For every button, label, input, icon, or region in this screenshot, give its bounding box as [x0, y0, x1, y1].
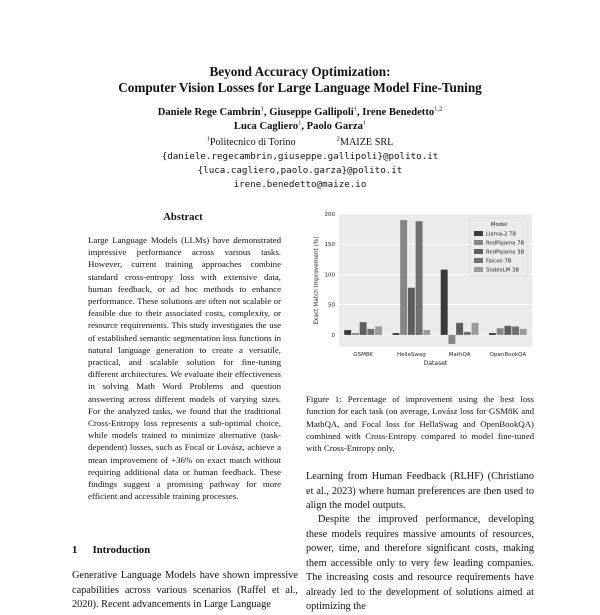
- author-affil-mark: 1: [260, 105, 264, 113]
- legend-swatch: [474, 267, 483, 272]
- affiliation: MAIZE SRL: [339, 137, 394, 148]
- x-tick-label: MathQA: [448, 352, 471, 358]
- bar: [392, 333, 399, 335]
- section-title: Introduction: [92, 545, 151, 556]
- y-tick-label: 0: [331, 332, 335, 339]
- affil-mark: 2: [336, 135, 340, 143]
- x-tick-label: HellaSwag: [396, 352, 426, 358]
- bar: [489, 333, 496, 335]
- author-affil-mark: 1,2: [434, 105, 443, 113]
- intro-text: Generative Language Models have shown impressive capabilities across various scenarios (Raffel et al., 2020). Recent advancements in Large Language: [72, 570, 298, 610]
- x-tick-label: GSM8K: [353, 352, 373, 358]
- author-line-2: Luca Cagliero$^1$, Paolo Garza$^1$: [233, 119, 367, 132]
- bar: [512, 326, 519, 334]
- email: irene.benedetto@maize.io: [233, 179, 367, 190]
- section-number: 1: [72, 545, 78, 556]
- email-list: [0, 150, 600, 192]
- author-list: [0, 106, 600, 134]
- paper-title: [0, 64, 600, 96]
- bar: [441, 270, 448, 335]
- legend-label: RedPajama 3B: [486, 249, 525, 256]
- legend-label: Llama-2 7B: [486, 231, 517, 238]
- bar: [408, 288, 415, 335]
- paper-title-line-2: Computer Vision Losses for Large Language Model Fine-Tuning: [118, 80, 482, 95]
- bar: [456, 323, 463, 335]
- bar: [416, 221, 423, 335]
- legend-title: Model: [490, 222, 508, 228]
- legend-label: StableLM 3B: [486, 267, 519, 274]
- body-paragraph: Learning from Human Feedback (RLHF) (Christiano et al., 2023) where human preferences are then used to align the model outputs.: [306, 471, 534, 511]
- paper-title-line-1: Beyond Accuracy Optimization:: [209, 64, 391, 79]
- affiliation: Politecnico di Torino: [209, 137, 296, 148]
- author-name: Irene Benedetto: [362, 107, 435, 118]
- figure-caption: Figure 1: Percentage of improvement using the best loss function for each task (on average, Lovász loss for GSM8K and MathQA, and Focal loss for HellaSwag and OpenBookQA) combined with Cross-Entropy compared to model fine-tuned with Cross-Entropy only.: [306, 394, 534, 454]
- abstract-heading: Abstract: [163, 212, 203, 223]
- email: {daniele.regecambrin,giuseppe.gallipoli}@polito.it: [161, 151, 439, 162]
- email: {luca.cagliero,paolo.garza}@polito.it: [197, 165, 403, 176]
- legend-swatch: [474, 231, 483, 236]
- legend-swatch: [474, 258, 483, 263]
- legend-swatch: [474, 249, 483, 254]
- bar: [520, 329, 527, 335]
- y-tick-label: 100: [324, 272, 335, 279]
- body-paragraph: Despite the improved performance, developing these models requires massive amounts of resources, power, time, and therefore significant costs, making them accessible only to very few leading companies. The increasing costs and resource requirements have already led to the development of solutions aimed at optimizing the: [306, 514, 534, 612]
- legend-label: Falcon 7B: [486, 258, 512, 265]
- figure-1-chart: [306, 206, 536, 386]
- abstract-text: Large Language Models (LLMs) have demonstrated impressive performance across various tasks. However, current training approaches combine standard cross-entropy loss with extensive data, human feedback, or ad hoc methods to enhance performance. These solutions are often not scalable or feasible due to their associated costs, complexity, or resource requirements. This study investigates the use of established semantic segmentation loss functions in natural language generation to create a versatile, practical, and scalable solution for fine-tuning different architectures. We evaluate their effectiveness in solving Math Word Problems and question answering across different models of varying sizes. For the analyzed tasks, we found that the traditional Cross-Entropy loss represents a sub-optimal choice, while models trained to minimize alternative (task-dependent) losses, such as Focal or Lovász, achieve a mean improvement of +36% on exact match without requiring additional data or human feedback. These findings suggest a promising pathway for more efficient and accessible training processes.: [88, 235, 281, 502]
- bar: [352, 333, 359, 335]
- legend-swatch: [474, 240, 483, 245]
- bar: [423, 330, 430, 335]
- x-tick-label: OpenBookQA: [489, 352, 527, 358]
- y-tick-label: 200: [324, 212, 335, 218]
- author-affil-mark: 1: [362, 119, 367, 127]
- bar: [344, 330, 351, 335]
- bar: [400, 220, 407, 335]
- section-heading: [72, 545, 292, 556]
- author-affil-mark: 1: [353, 105, 357, 113]
- bar: [360, 322, 367, 335]
- author-name: Giuseppe Gallipoli: [269, 107, 354, 118]
- bar: [375, 326, 382, 334]
- legend-label: RedPajama 7B: [486, 240, 525, 247]
- author-affil-mark: 1: [298, 119, 302, 127]
- author-name: Daniele Rege Cambrin: [157, 107, 261, 118]
- x-axis-label: Dataset: [423, 360, 448, 367]
- y-axis-label: Exact Match Improvement (%): [314, 236, 320, 325]
- bar: [464, 332, 471, 335]
- bar: [367, 329, 374, 335]
- bar: [472, 323, 479, 335]
- author-name: Luca Cagliero: [233, 121, 299, 132]
- author-line-1: Daniele Rege Cambrin$^1$, Giuseppe Gallipoli$^1$, Irene Benedetto$^{1,2}$: [157, 105, 443, 118]
- y-tick-label: 150: [324, 242, 335, 249]
- bar: [504, 326, 511, 335]
- bar: [448, 335, 455, 344]
- affiliations: [0, 136, 600, 149]
- y-tick-label: 50: [328, 302, 335, 309]
- affil-mark: 1: [206, 135, 210, 143]
- bar: [497, 328, 504, 335]
- author-name: Paolo Garza: [306, 121, 363, 132]
